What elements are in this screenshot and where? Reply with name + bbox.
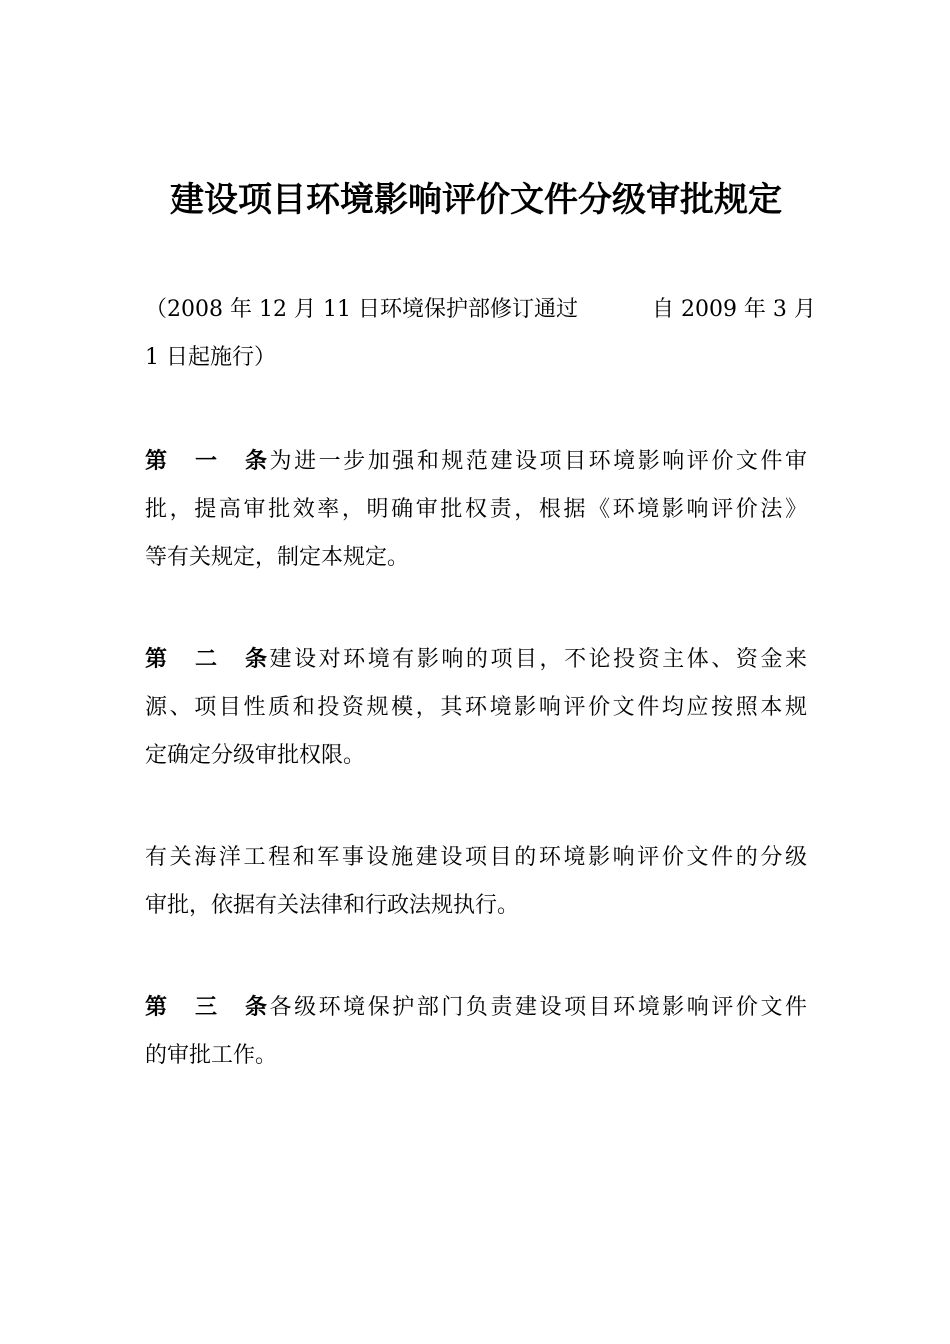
article-2-number: 第二条 — [145, 647, 267, 672]
article-3-line-2: 的审批工作。 — [145, 1043, 278, 1068]
document-title: 建设项目环境影响评价文件分级审批规定 — [170, 180, 782, 220]
article-2-line-3: 定确定分级审批权限。 — [145, 743, 366, 768]
article-2-text-1: 建设对环境有影响的项目，不论投资主体、资金来 — [267, 647, 807, 672]
article-2 — [145, 636, 807, 780]
article-1-line-3: 等有关规定，制定本规定。 — [145, 545, 410, 570]
article-1-text-1: 为进一步加强和规范建设项目环境影响评价文件审 — [267, 449, 807, 474]
subtitle-line-2: 1 日起施行） — [145, 345, 276, 370]
article-2-line-1 — [145, 636, 807, 684]
article-1-number: 第一条 — [145, 449, 267, 474]
article-1 — [145, 438, 807, 582]
article-2-supplement — [145, 834, 807, 930]
article-3-line-1 — [145, 984, 807, 1032]
subtitle-effective-date: 自 2009 年 3 月 — [651, 297, 816, 322]
subtitle-paragraph — [145, 286, 816, 382]
document-page — [145, 0, 816, 1344]
article-1-line-2: 批，提高审批效率，明确审批权责，根据《环境影响评价法》 — [145, 497, 807, 522]
subtitle-adoption-date: （2008 年 12 月 11 日环境保护部修订通过 — [145, 297, 578, 322]
article-2-supplement-line-1: 有关海洋工程和军事设施建设项目的环境影响评价文件的分级 — [145, 845, 807, 870]
article-2-line-2: 源、项目性质和投资规模，其环境影响评价文件均应按照本规 — [145, 695, 807, 720]
article-3 — [145, 984, 807, 1080]
article-2-supplement-line-2: 审批，依据有关法律和行政法规执行。 — [145, 893, 520, 918]
article-3-number: 第三条 — [145, 995, 267, 1020]
subtitle-line-1 — [145, 286, 816, 334]
article-3-text-1: 各级环境保护部门负责建设项目环境影响评价文件 — [267, 995, 807, 1020]
article-1-line-1 — [145, 438, 807, 486]
